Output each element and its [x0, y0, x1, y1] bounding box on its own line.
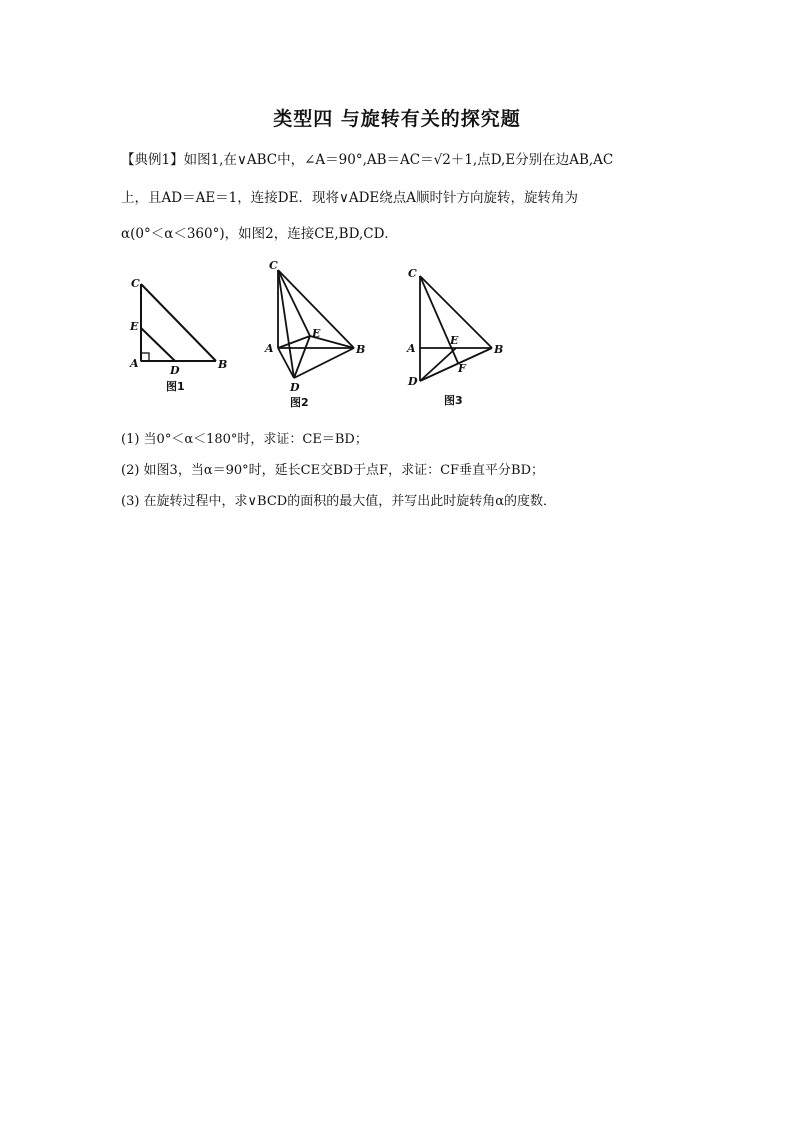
fig3-side-db [420, 348, 492, 381]
page-title: 类型四 与旋转有关的探究题 [273, 108, 521, 130]
fig2-label-c: C [269, 259, 278, 272]
fig3-label-c: C [408, 267, 417, 280]
fig1-side-bc [141, 284, 216, 361]
fig1-caption: 图1 [166, 380, 185, 393]
fig3-segment-de [420, 348, 456, 381]
fig3-label-a: A [407, 342, 416, 355]
fig2-label-b: B [356, 343, 366, 356]
fig2-label-e: E [312, 327, 321, 340]
question-3: (3) 在旋转过程中，求∨BCD的面积的最大值，并写出此时旋转角α的度数． [121, 494, 557, 509]
question-2: (2) 如图3，当α＝90°时，延长CE交BD于点F，求证：CF垂直平分BD； [121, 463, 545, 478]
fig1-label-a: A [130, 357, 139, 370]
figures-panel [118, 256, 518, 412]
problem-line-2: 上，且AD＝AE＝1，连接DE．现将∨ADE绕点A顺时针方向旋转，旋转角为 [121, 190, 579, 206]
fig3-caption: 图3 [444, 394, 463, 407]
fig1-label-e: E [130, 320, 139, 333]
fig1-label-d: D [170, 364, 180, 377]
question-1: (1) 当0°＜α＜180°时，求证：CE＝BD； [121, 432, 368, 447]
fig2-label-d: D [290, 381, 300, 394]
problem-line-3: α(0°＜α＜360°)，如图2，连接CE,BD,CD． [121, 226, 398, 242]
fig1-right-angle-mark [141, 353, 149, 361]
fig3-label-d: D [408, 375, 418, 388]
fig1-label-c: C [131, 277, 140, 290]
figure-2 [278, 270, 354, 378]
fig3-label-b: B [494, 343, 504, 356]
figure-1 [141, 284, 216, 361]
figure-3 [420, 276, 492, 381]
fig1-label-b: B [218, 358, 228, 371]
fig2-label-a: A [265, 342, 274, 355]
fig2-caption: 图2 [290, 396, 309, 409]
fig3-segment-cf [420, 276, 458, 363]
fig1-segment-de [141, 328, 175, 361]
fig3-label-e: E [450, 334, 459, 347]
problem-line-1: 【典例1】如图1,在∨ABC中，∠A＝90°,AB＝AC＝√2＋1,点D,E分别在边AB,AC [121, 152, 614, 168]
fig3-label-f: F [458, 362, 466, 375]
